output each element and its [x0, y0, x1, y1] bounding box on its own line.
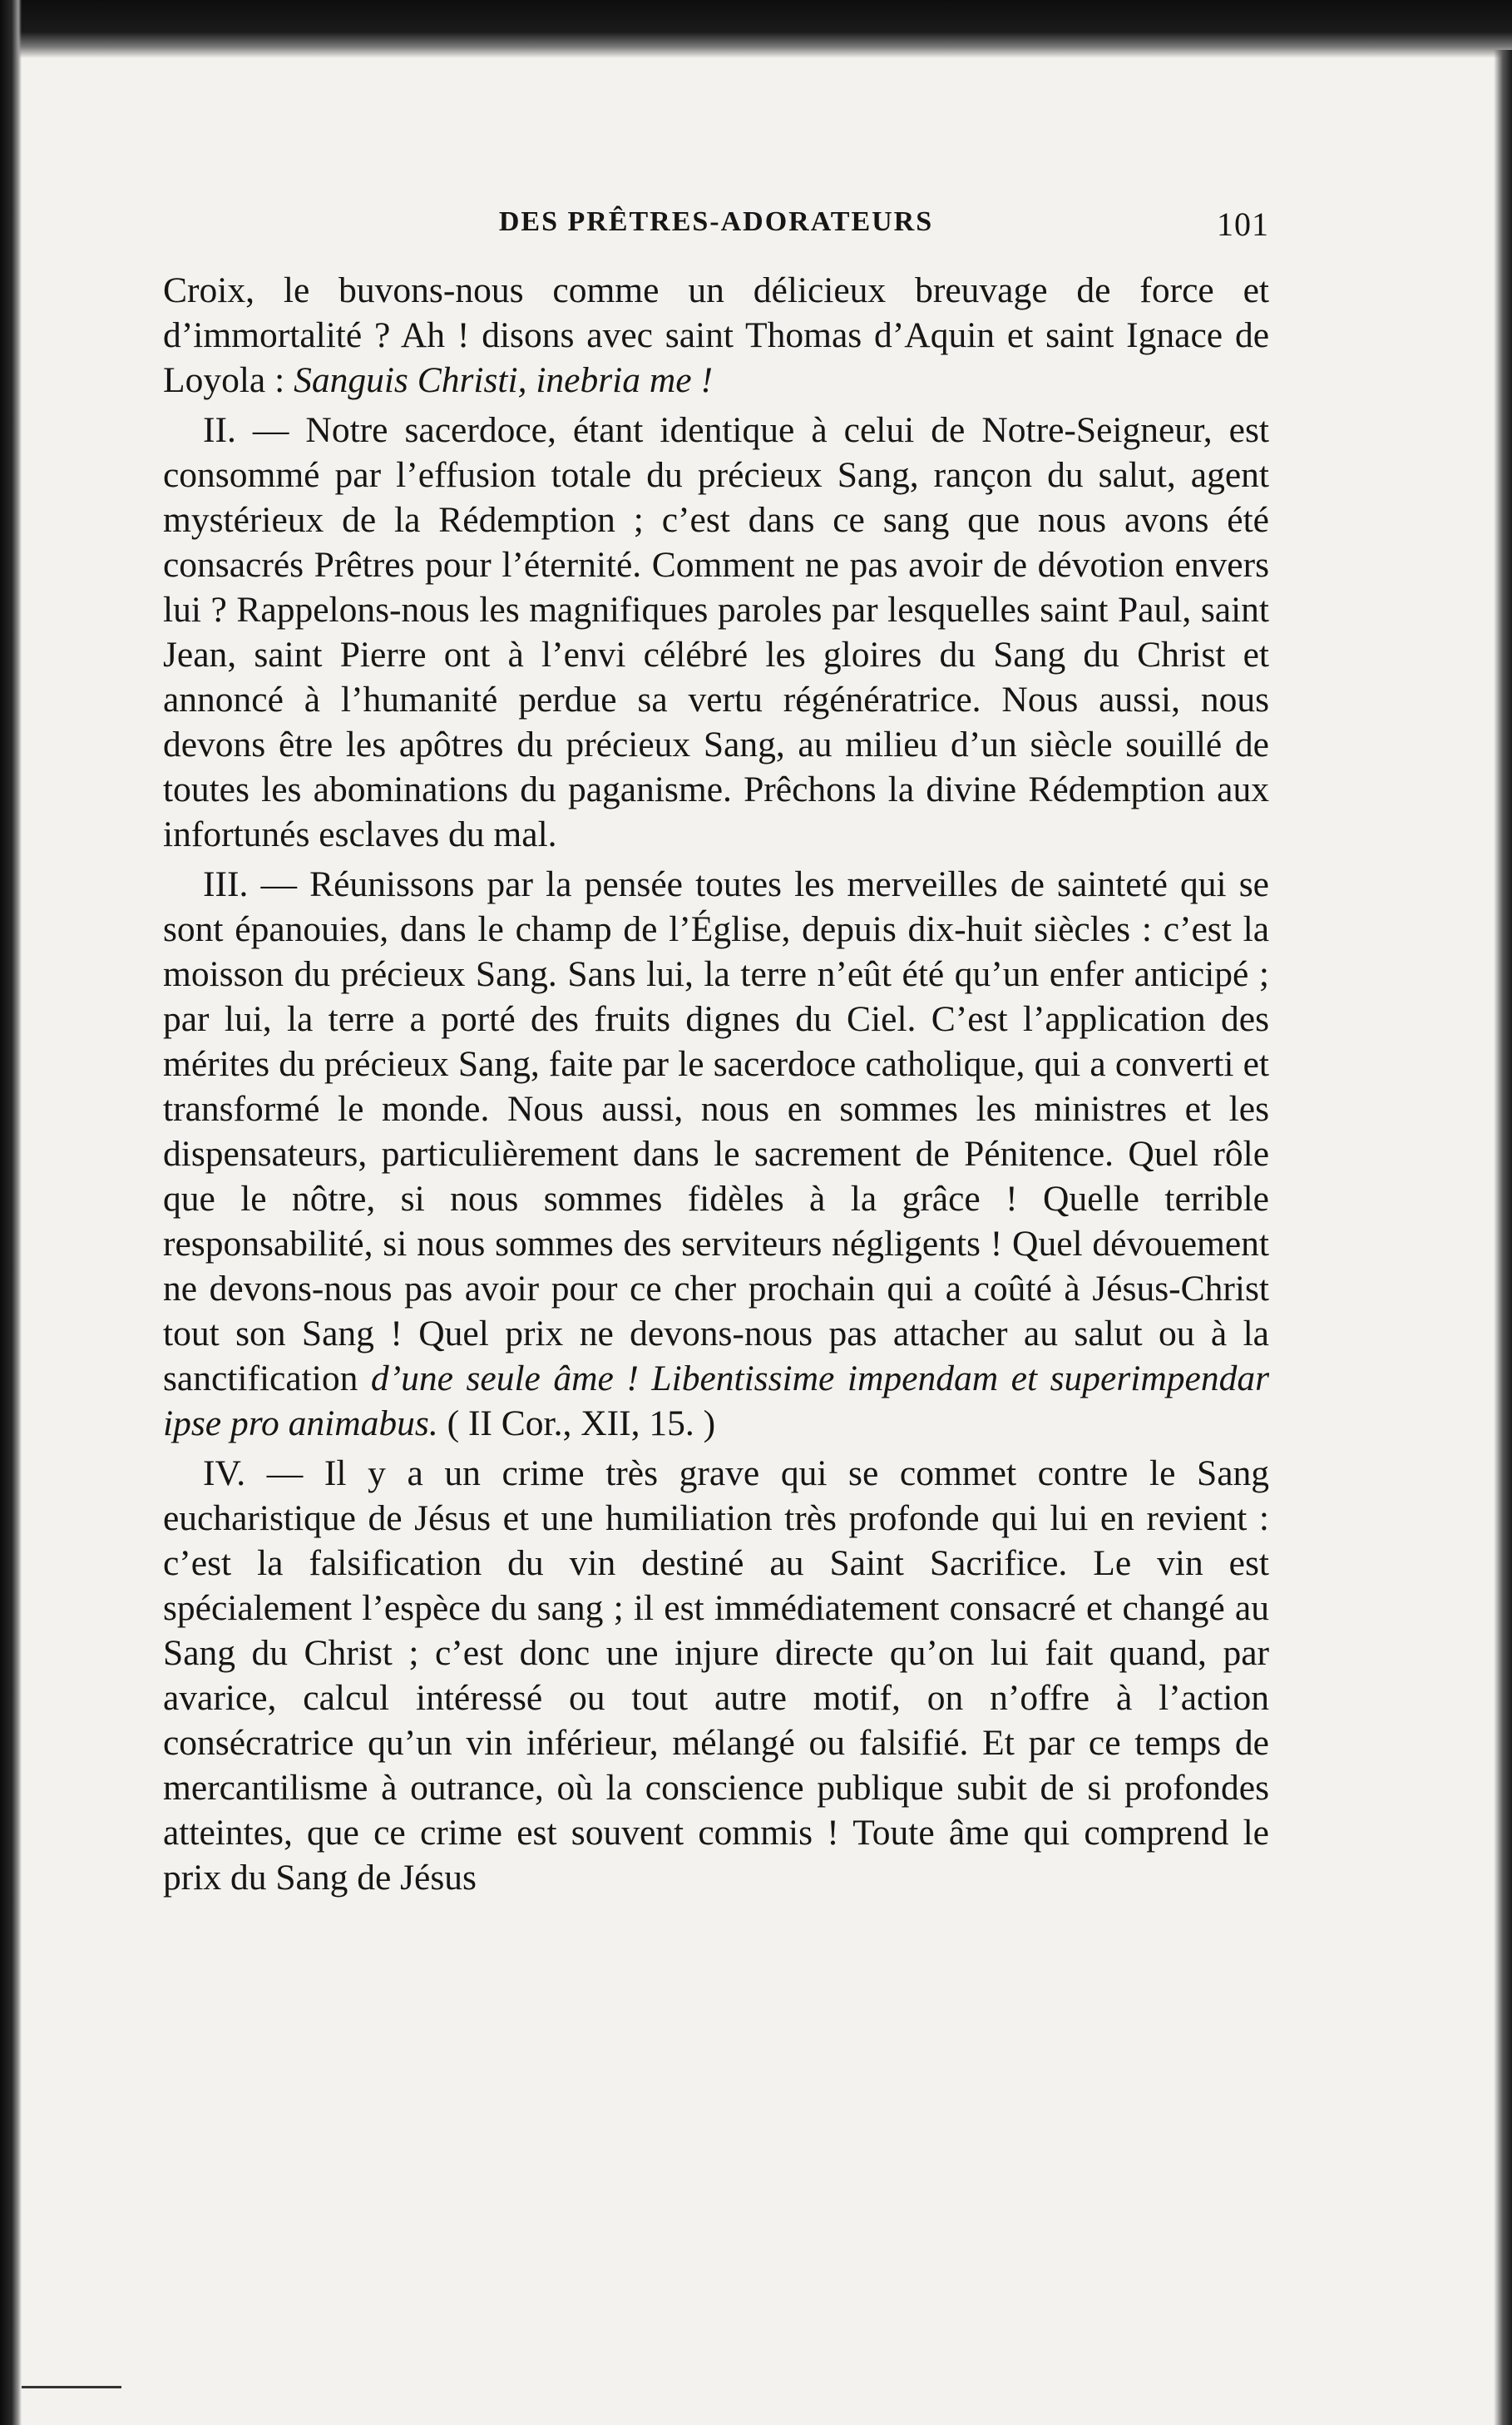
- paragraph-continuation: [163, 268, 1269, 403]
- paragraph-text: Croix, le buvons-nous comme un délicieux breuvage de force et d’immortalité ? Ah ! disons avec saint Thomas d’Aquin et saint Ignace de Loyola :: [163, 270, 1269, 400]
- book-page: [163, 200, 1269, 1900]
- paragraph-text: III. — Réunissons par la pensée toutes les merveilles de sainteté qui se sont épanouies, dans le champ de l’Église, depuis dix-huit siècles : c’est la moisson du précieux Sang. Sans lui, la terre n’eût été qu’un enfer anticipé ; par lui, la terre a porté des fruits dignes du Ciel. C’est l’application des mérites du précieux Sang, faite par le sacerdoce catholique, qui a converti et transformé le monde. Nous aussi, nous en sommes les ministres et les dispensateurs, particulièrement dans le sacrement de Pénitence. Quel rôle que le nôtre, si nous sommes fidèles à la grâce ! Quelle terrible responsabilité, si nous sommes des serviteurs négligents ! Quel dévouement ne devons-nous pas avoir pour ce cher prochain qui a coûté à Jésus-Christ tout son Sang ! Quel prix ne devons-nous pas attacher au salut ou à la sanctification: [163, 864, 1269, 1398]
- running-title: DES PRÊTRES-ADORATEURS: [498, 206, 934, 237]
- scan-edge-mark: [22, 2386, 121, 2388]
- latin-quote: d’une seule âme ! Libentissime impendam et superimpendar ipse pro animabus.: [163, 1358, 1269, 1443]
- scan-shadow-right: [1494, 50, 1512, 2425]
- page-number: 101: [1217, 205, 1269, 243]
- scan-shadow-left: [0, 0, 22, 2425]
- latin-quote: Sanguis Christi, inebria me !: [294, 360, 713, 400]
- paragraph-text: IV. — Il y a un crime très grave qui se commet contre le Sang eucharistique de Jésus et une humiliation très profonde qui lui en revient : c’est la falsification du vin destiné au Saint Sacrifice. Le vin est spécialement l’espèce du sang ; il est immédiatement consacré et changé au Sang du Christ ; c’est donc une injure directe qu’on lui fait quand, par avarice, calcul intéressé ou tout autre motif, on n’offre à l’action consécratrice qu’un vin inférieur, mélangé ou falsifié. Et par ce temps de mercantilisme à outrance, où la conscience publique subit de si profondes atteintes, que ce crime est souvent commis ! Toute âme qui comprend le prix du Sang de Jésus: [163, 1453, 1269, 1898]
- scripture-reference: ( II Cor., XII, 15. ): [437, 1403, 716, 1443]
- paragraph-iii: [163, 862, 1269, 1446]
- paragraph-ii: [163, 408, 1269, 857]
- paragraph-iv: [163, 1451, 1269, 1900]
- scan-shadow-top: [0, 0, 1512, 58]
- running-head: [163, 200, 1269, 250]
- paragraph-text: II. — Notre sacerdoce, étant identique à celui de Notre-Seigneur, est consommé par l’effusion totale du précieux Sang, rançon du salut, agent mystérieux de la Rédemption ; c’est dans ce sang que nous avons été consacrés Prêtres pour l’éternité. Comment ne pas avoir de dévotion envers lui ? Rappelons-nous les magnifiques paroles par lesquelles saint Paul, saint Jean, saint Pierre ont à l’envi célébré les gloires du Sang du Christ et annoncé à l’humanité perdue sa vertu régénératrice. Nous aussi, nous devons être les apôtres du précieux Sang, au milieu d’un siècle souillé de toutes les abominations du paganisme. Prêchons la divine Rédemption aux infortunés esclaves du mal.: [163, 410, 1269, 854]
